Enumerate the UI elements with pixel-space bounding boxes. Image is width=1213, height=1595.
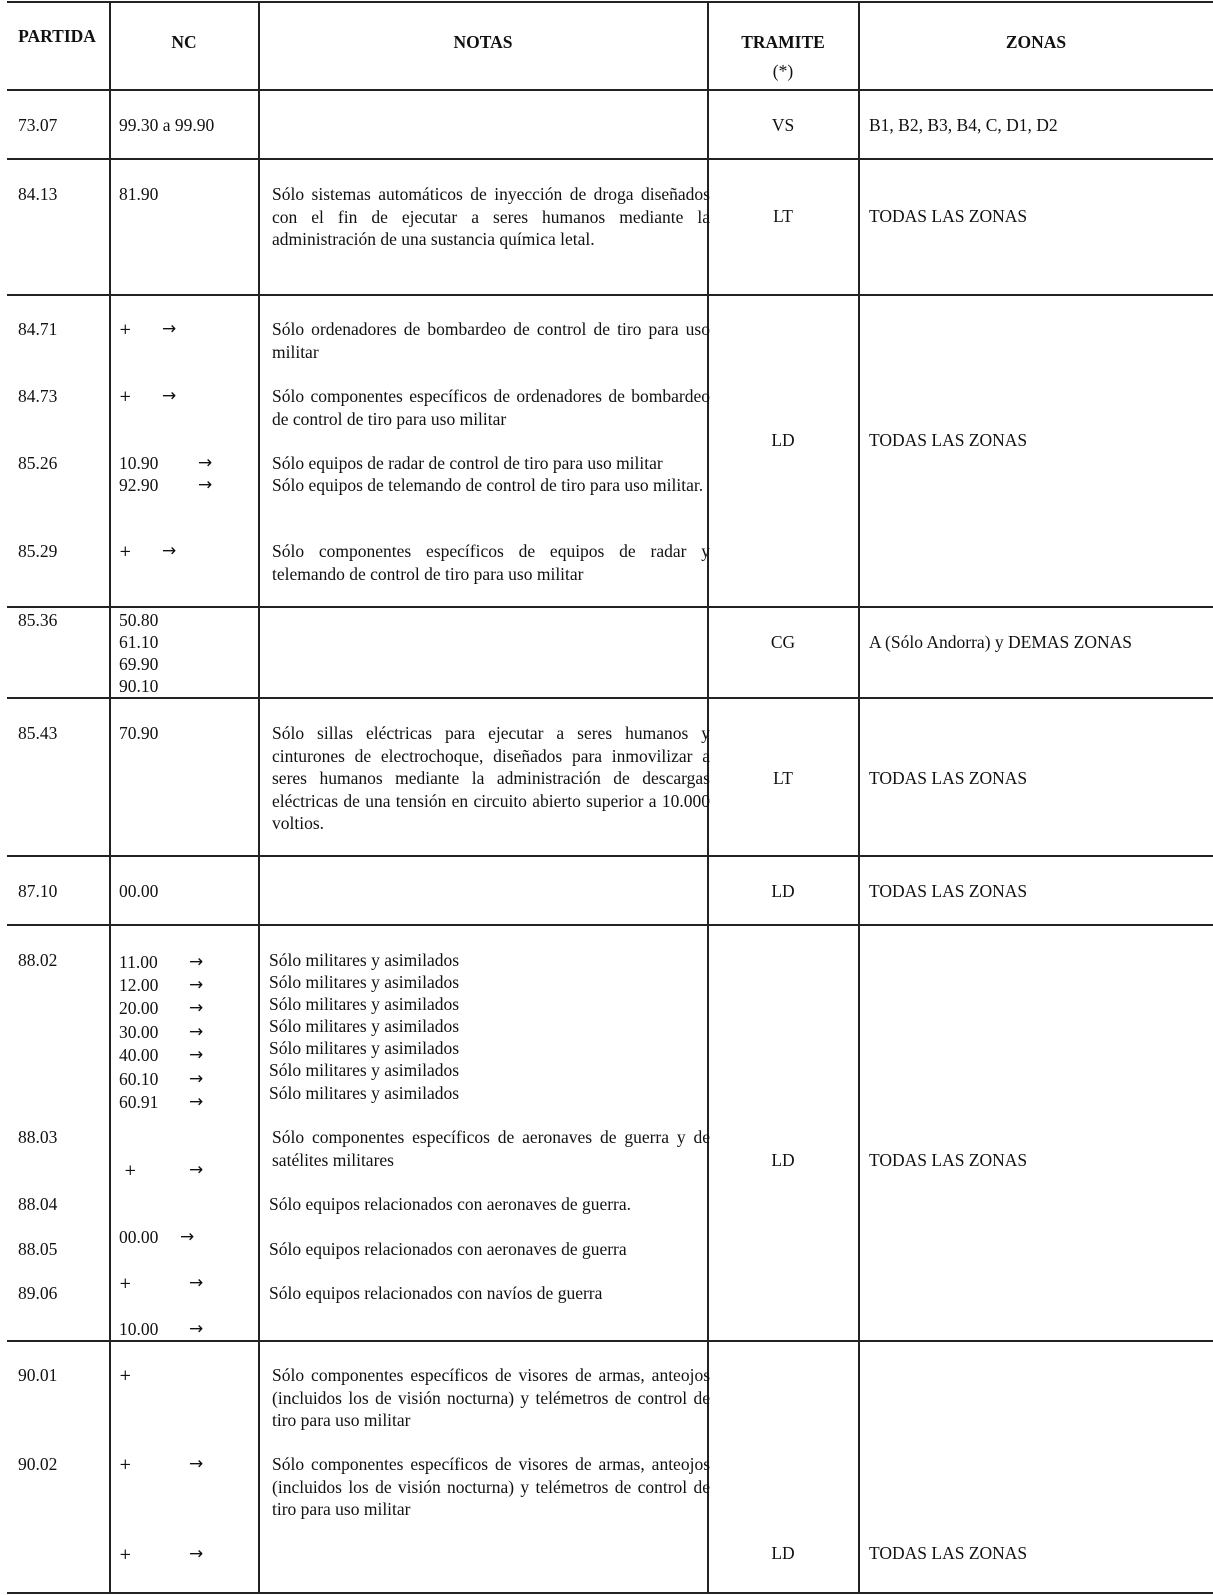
- arrow-icon: →: [189, 1319, 204, 1339]
- partida-cell: 88.02: [18, 950, 58, 970]
- zonas-cell: TODAS LAS ZONAS: [869, 430, 1028, 450]
- rule: [7, 855, 1213, 857]
- nc-cell: 61.10: [119, 632, 159, 652]
- nota-cell: Sólo militares y asimilados: [269, 1083, 460, 1103]
- arrow-icon: →: [198, 475, 213, 495]
- nc-cell: +: [119, 387, 132, 405]
- nota-cell: Sólo componentes específicos de equipos de radar y telemando de control de tiro para uso militar: [272, 541, 710, 584]
- arrow-icon: →: [162, 386, 177, 406]
- nota-cell: Sólo equipos relacionados con aeronaves de guerra.: [269, 1194, 632, 1214]
- partida-cell: 73.07: [18, 115, 58, 135]
- nc-cell: 00.00: [119, 1227, 159, 1247]
- nc-cell: +: [119, 542, 132, 560]
- nc-cell: 20.00: [119, 998, 159, 1018]
- rule: [7, 294, 1213, 296]
- partida-cell: 87.10: [18, 881, 58, 901]
- nc-cell: +: [119, 1366, 132, 1384]
- nc-cell: +: [119, 320, 132, 338]
- zonas-cell: A (Sólo Andorra) y DEMAS ZONAS: [869, 632, 1132, 652]
- nota-cell: Sólo componentes específicos de visores de armas, anteojos (incluidos los de visión nocturna) y telémetros de control de tiro para uso militar: [272, 1454, 710, 1519]
- tramite-cell: LT: [773, 206, 793, 226]
- tramite-cell: LD: [771, 430, 795, 450]
- nota-cell: Sólo militares y asimilados: [269, 972, 460, 992]
- nota-cell: Sólo equipos relacionados con aeronaves de guerra: [269, 1239, 627, 1259]
- partida-cell: 88.05: [18, 1239, 58, 1259]
- rule: [7, 606, 1213, 608]
- zonas-cell: TODAS LAS ZONAS: [869, 1543, 1028, 1563]
- nc-cell: 92.90: [119, 475, 159, 495]
- zonas-cell: TODAS LAS ZONAS: [869, 206, 1028, 226]
- nc-cell: 60.91: [119, 1092, 159, 1112]
- nota-cell: Sólo militares y asimilados: [269, 994, 460, 1014]
- arrow-icon: →: [189, 1160, 204, 1180]
- partida-cell: 90.01: [18, 1365, 58, 1385]
- arrow-icon: →: [189, 975, 204, 995]
- header-zonas: ZONAS: [1005, 32, 1067, 52]
- nc-cell: 69.90: [119, 654, 159, 674]
- col-divider: [109, 1, 111, 1594]
- nc-cell: 10.00: [119, 1319, 159, 1339]
- nc-cell: 99.30 a 99.90: [119, 115, 215, 135]
- partida-cell: 88.03: [18, 1127, 58, 1147]
- arrow-icon: →: [189, 1069, 204, 1089]
- arrow-icon: →: [162, 319, 177, 339]
- nota-cell: Sólo equipos relacionados con navíos de guerra: [269, 1283, 603, 1303]
- nota-cell: Sólo componentes específicos de aeronaves de guerra y de satélites militares: [272, 1127, 710, 1170]
- arrow-icon: →: [189, 1045, 204, 1065]
- rule: [7, 924, 1213, 926]
- nc-cell: 00.00: [119, 881, 159, 901]
- arrow-icon: →: [189, 1544, 204, 1564]
- nc-cell: 10.90: [119, 453, 159, 473]
- partida-cell: 85.43: [18, 723, 58, 743]
- nota-cell: Sólo equipos de telemando de control de tiro para uso militar.: [272, 475, 704, 495]
- nc-cell: 11.00: [119, 952, 158, 972]
- arrow-icon: →: [189, 952, 204, 972]
- nc-cell: 40.00: [119, 1045, 159, 1065]
- nc-cell: 81.90: [119, 184, 159, 204]
- arrow-icon: →: [180, 1227, 195, 1247]
- arrow-icon: →: [189, 1454, 204, 1474]
- header-nc: NC: [171, 32, 197, 52]
- zonas-cell: TODAS LAS ZONAS: [869, 1150, 1028, 1170]
- nc-cell: 60.10: [119, 1069, 159, 1089]
- tramite-cell: VS: [771, 115, 795, 135]
- partida-cell: 90.02: [18, 1454, 58, 1474]
- arrow-icon: →: [189, 998, 204, 1018]
- arrow-icon: →: [198, 453, 213, 473]
- rule-header-bottom: [7, 89, 1213, 91]
- arrow-icon: →: [162, 541, 177, 561]
- col-divider: [258, 1, 260, 1594]
- rule-top: [7, 1, 1213, 3]
- rule: [7, 1340, 1213, 1342]
- nc-cell: 30.00: [119, 1022, 159, 1042]
- nota-cell: Sólo equipos de radar de control de tiro para uso militar: [272, 453, 663, 473]
- nota-cell: Sólo militares y asimilados: [269, 1060, 460, 1080]
- partida-cell: 88.04: [18, 1194, 58, 1214]
- zonas-cell: TODAS LAS ZONAS: [869, 881, 1028, 901]
- nota-cell: Sólo militares y asimilados: [269, 950, 460, 970]
- nota-cell: Sólo sillas eléctricas para ejecutar a seres humanos y cinturones de electrochoque, diseñados para inmovilizar a seres humanos mediante la administración de descargas eléctricas de una tensión en circuito abierto superior a 10.000 voltios.: [272, 723, 710, 833]
- tramite-cell: LT: [773, 768, 793, 788]
- rule: [7, 697, 1213, 699]
- nota-cell: Sólo militares y asimilados: [269, 1016, 460, 1036]
- header-partida: PARTIDA: [18, 26, 96, 46]
- tramite-cell: LD: [771, 881, 795, 901]
- nota-cell: Sólo componentes específicos de ordenadores de bombardeo de control de tiro para uso militar: [272, 386, 710, 429]
- nc-cell: 12.00: [119, 975, 159, 995]
- tramite-cell: LD: [771, 1150, 795, 1170]
- nc-cell: +: [119, 1274, 132, 1292]
- rule-bottom: [7, 1592, 1213, 1594]
- header-tramite-note: (*): [772, 61, 794, 81]
- nc-cell: +: [119, 1545, 132, 1563]
- nc-cell: 70.90: [119, 723, 159, 743]
- tramite-cell: LD: [771, 1543, 795, 1563]
- partida-cell: 84.13: [18, 184, 58, 204]
- nc-cell: 90.10: [119, 676, 159, 696]
- nota-cell: Sólo militares y asimilados: [269, 1038, 460, 1058]
- zonas-cell: B1, B2, B3, B4, C, D1, D2: [869, 115, 1058, 135]
- header-tramite: TRAMITE: [741, 32, 825, 52]
- header-notas: NOTAS: [453, 32, 513, 52]
- nc-cell: 50.80: [119, 610, 159, 630]
- arrow-icon: →: [189, 1092, 204, 1112]
- partida-cell: 85.29: [18, 541, 58, 561]
- partida-cell: 84.71: [18, 319, 58, 339]
- nota-cell: Sólo componentes específicos de visores de armas, anteojos (incluidos los de visión nocturna) y telémetros de control de tiro para uso militar: [272, 1365, 710, 1430]
- partida-cell: 84.73: [18, 386, 58, 406]
- nota-cell: Sólo sistemas automáticos de inyección de droga diseñados con el fin de ejecutar a seres humanos mediante la administración de una sustancia química letal.: [272, 184, 710, 249]
- partida-cell: 89.06: [18, 1283, 58, 1303]
- zonas-cell: TODAS LAS ZONAS: [869, 768, 1028, 788]
- partida-cell: 85.36: [18, 610, 58, 630]
- nc-cell: +: [124, 1161, 137, 1179]
- rule: [7, 158, 1213, 160]
- nota-cell: Sólo ordenadores de bombardeo de control de tiro para uso militar: [272, 319, 710, 362]
- arrow-icon: →: [189, 1273, 204, 1293]
- tramite-cell: CG: [770, 632, 796, 652]
- arrow-icon: →: [189, 1022, 204, 1042]
- nc-cell: +: [119, 1455, 132, 1473]
- col-divider: [858, 1, 860, 1594]
- partida-cell: 85.26: [18, 453, 58, 473]
